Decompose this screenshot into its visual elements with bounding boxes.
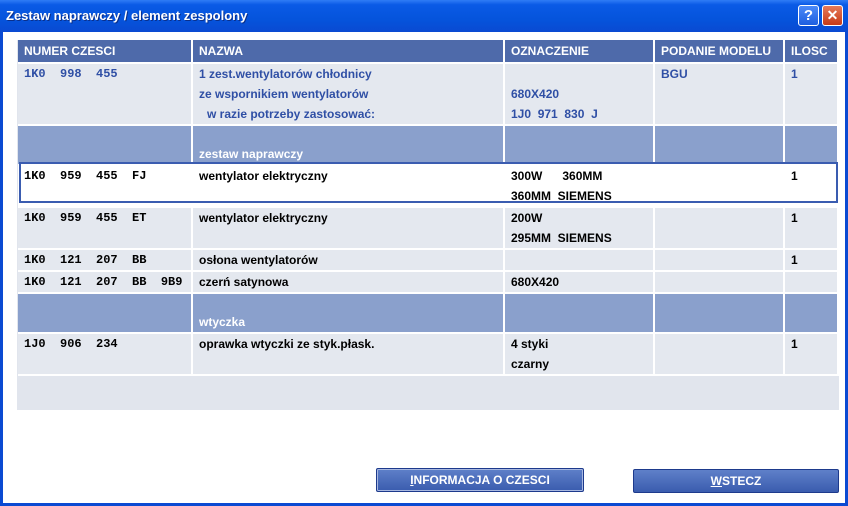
cell-model: BGU [654,63,784,125]
table-row[interactable] [18,249,838,271]
cell-name: oprawka wtyczki ze styk.płask. [192,333,504,375]
part-number-text: 1K0 959 455 FJ [24,169,147,183]
part-info-button[interactable] [376,468,584,492]
section-cell [18,293,192,333]
section-cell [504,125,654,165]
cell-name [192,63,504,125]
section-cell [504,293,654,333]
cell-quantity: 1 [784,165,838,207]
cell-model [654,249,784,271]
column-header-model[interactable]: PODANIE MODELU [654,40,784,63]
cell-code [504,165,654,207]
cell-part-number [18,207,192,249]
cell-quantity [784,271,838,293]
code-line: 200W [511,211,543,225]
section-row-repair-kit [18,125,838,165]
code-line: 680X420 [511,87,560,101]
code-line: 1J0 971 830 J [511,107,598,121]
button-label: STECZ [721,474,762,488]
cell-model [654,207,784,249]
table-row[interactable] [18,271,838,293]
name-line: ze wspornikiem wentylatorów [199,87,369,101]
column-header-part-number[interactable]: NUMER CZESCI [18,40,192,63]
back-button[interactable] [633,469,839,493]
code-line: 360MM SIEMENS [511,189,612,203]
section-title: zestaw naprawczy [192,125,504,165]
part-number-text: 1J0 906 234 [24,337,118,351]
cell-part-number [18,165,192,207]
cell-model [654,165,784,207]
part-number-text: 1K0 998 455 [24,67,118,81]
cell-name: wentylator elektryczny [192,165,504,207]
header-row [18,40,838,63]
cell-quantity: 1 [784,333,838,375]
section-cell [784,293,838,333]
hotkey-letter: W [710,474,722,488]
part-number-text: 1K0 959 455 ET [24,211,147,225]
column-header-code[interactable]: OZNACZENIE [504,40,654,63]
cell-part-number [18,333,192,375]
button-label: NFORMACJA O CZESCI [413,473,550,487]
close-button[interactable]: ✕ [822,5,843,26]
hotkey-letter: I [410,473,414,487]
section-cell [18,125,192,165]
name-line: 1 zest.wentylatorów chłodnicy [199,67,372,81]
cell-code: 680X420 [504,271,654,293]
cell-code [504,333,654,375]
section-cell [654,293,784,333]
table-row-main-part[interactable] [18,63,838,125]
help-button[interactable]: ? [798,5,819,26]
parts-grid [17,40,839,410]
cell-code [504,249,654,271]
cell-name: wentylator elektryczny [192,207,504,249]
table-row[interactable] [18,165,838,207]
name-line: w razie potrzeby zastosować: [207,107,376,121]
cell-code [504,63,654,125]
table-row[interactable] [18,333,838,375]
section-cell [784,125,838,165]
code-line: 300W 360MM [511,169,603,183]
column-header-quantity[interactable]: ILOSC [784,40,838,63]
cell-name: osłona wentylatorów [192,249,504,271]
cell-quantity: 1 [784,249,838,271]
cell-part-number [18,249,192,271]
window-title: Zestaw naprawczy / element zespolony [6,8,248,23]
cell-name: czerń satynowa [192,271,504,293]
cell-part-number [18,271,192,293]
table-row[interactable] [18,207,838,249]
part-number-text: 1K0 121 207 BB 9B9 [24,275,183,289]
cell-part-number [18,63,192,125]
cell-quantity: 1 [784,207,838,249]
code-line: 295MM SIEMENS [511,231,612,245]
code-line: 4 styki [511,337,549,351]
cell-model [654,333,784,375]
code-line: czarny [511,357,550,371]
parts-table [18,40,839,376]
section-row-plug [18,293,838,333]
title-bar[interactable] [0,0,848,32]
code-line [511,64,647,84]
cell-model [654,271,784,293]
cell-quantity: 1 [784,63,838,125]
part-number-text: 1K0 121 207 BB [24,253,147,267]
cell-code [504,207,654,249]
column-header-name[interactable]: NAZWA [192,40,504,63]
section-title: wtyczka [192,293,504,333]
section-cell [654,125,784,165]
